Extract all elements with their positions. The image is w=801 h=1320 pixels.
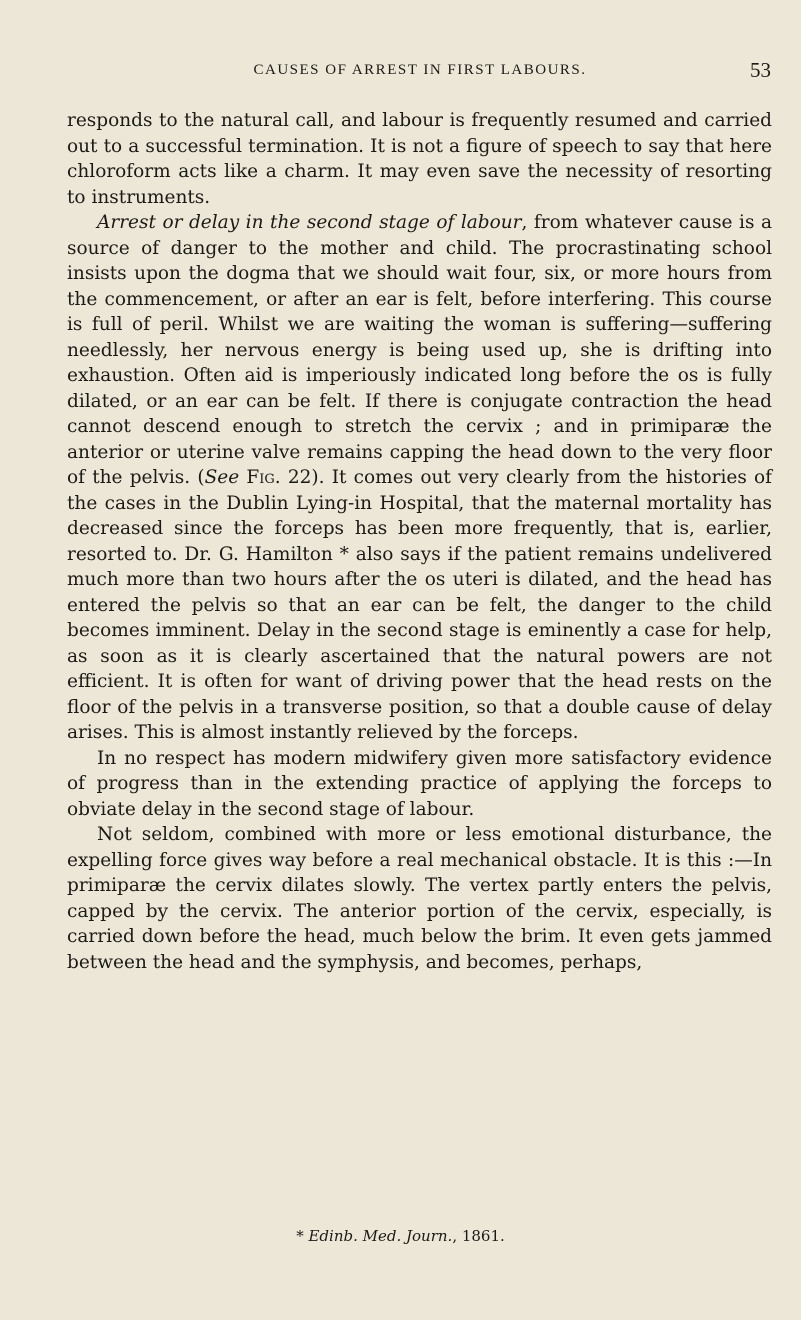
footnote-year: , 1861. xyxy=(452,1227,505,1245)
see-reference: See xyxy=(204,467,240,488)
paragraph-4: Not seldom, combined with more or less emotional disturbance, the expelling force gives way before a real mechanical obstacle. It is this :—In primiparæ the cervix dilates slowly. The vertex partly enters the pelvis, capped by the cervix. The anterior portion of the cervix, especially, is carried down before the head, much below the brim. It even gets jammed between the head and the symphysis, and becomes, perhaps, xyxy=(67,824,772,973)
running-header: CAUSES OF ARREST IN FIRST LABOURS. xyxy=(253,62,587,78)
paragraph-2-italic-lead: Arrest or delay in the second stage of labour xyxy=(97,212,522,233)
footnote xyxy=(0,1227,801,1245)
figure-reference: Fig. 22 xyxy=(246,467,312,488)
footnote-source: Edinb. Med. Journ. xyxy=(308,1227,453,1245)
paragraph-2-text-a: , from whatever cause is a source of danger to the mother and child. The procrastinating school insists upon the dogma that we should wait four, six, or more hours from the commencement, or after an ear is felt, before interfering. This course is full of peril. Whilst we are waiting the woman is suffering—suffering needlessly, her nervous energy is being used up, she is drifting into exhaustion. Often aid is imperiously indicated long before the os is fully dilated, or an ear can be felt. If there is conjugate contraction the head cannot descend enough to stretch the cervix ; and in primiparæ the anterior or uterine valve remains capping the head down to the very floor of the pelvis. ( xyxy=(67,212,772,488)
paragraph-2-text-b: ). It comes out very clearly from the histories of the cases in the Dublin Lying-in Hospital, that the maternal mortality has decreased since the forceps has been more frequently, that is, earlier, resorted to. Dr. G. Hamilton * also says if the patient remains undelivered much more than two hours after the os uteri is dilated, and the head has entered the pelvis so that an ear can be felt, the danger to the child becomes imminent. Delay in the second stage is eminently a case for help, as soon as it is clearly ascertained that the natural powers are not efficient. It is often for want of driving power that the head rests on the floor of the pelvis in a transverse position, so that a double cause of delay arises. This is almost instantly relieved by the forceps. xyxy=(67,467,773,743)
body-text xyxy=(67,108,772,975)
paragraph-2 xyxy=(67,210,772,746)
footnote-marker: * xyxy=(296,1227,304,1245)
paragraph-1: responds to the natural call, and labour is frequently resumed and carried out to a successful termination. It is not a figure of speech to say that here chloroform acts like a charm. It may even save the necessity of resorting to instruments. xyxy=(67,110,772,208)
page-number: 53 xyxy=(750,58,771,82)
paragraph-3: In no respect has modern midwifery given more satisfactory evidence of progress than in the extending practice of applying the forceps to obviate delay in the second stage of labour. xyxy=(67,747,772,820)
